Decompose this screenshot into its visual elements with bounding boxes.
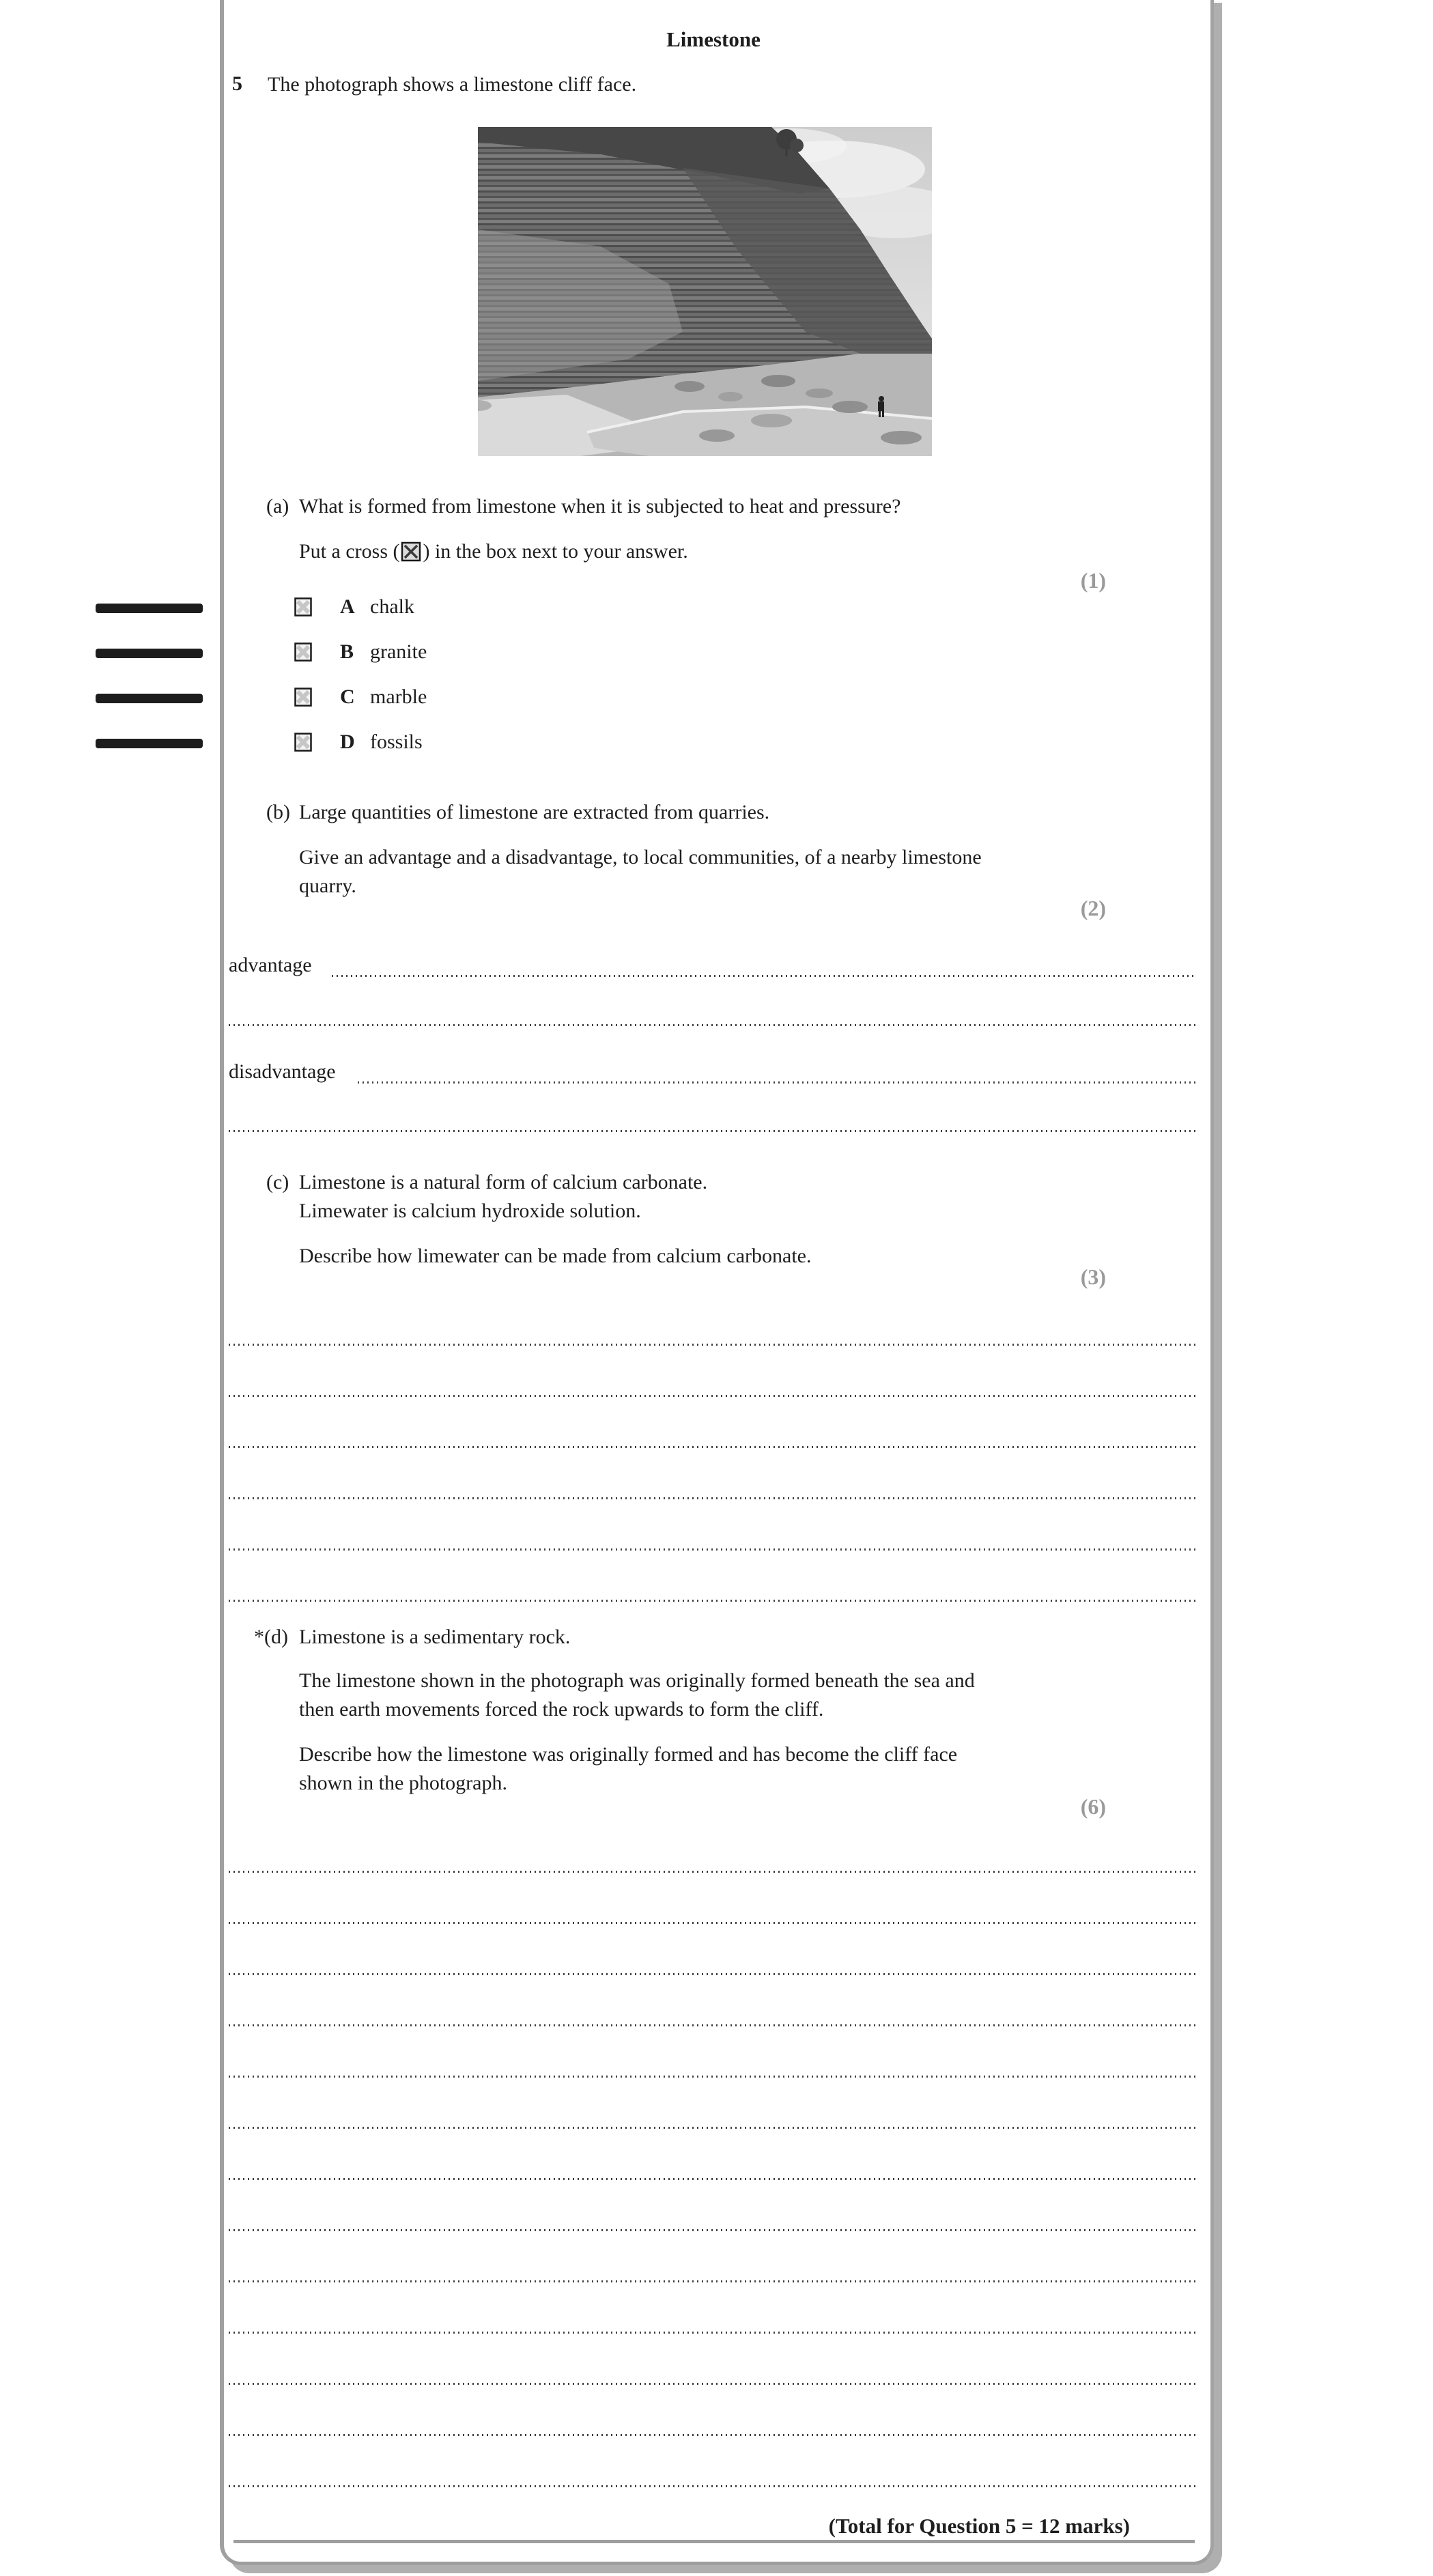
- part-a-question: What is formed from limestone when it is subjected to heat and pressure?: [299, 495, 901, 518]
- part-b-marks: (2): [1080, 896, 1106, 920]
- part-c-intro-line1: Limestone is a natural form of calcium carbonate.: [299, 1171, 708, 1193]
- part-d-label: *(d): [254, 1626, 288, 1648]
- answer-line[interactable]: [229, 1395, 1196, 1397]
- answer-checkbox-d[interactable]: [294, 733, 312, 752]
- answer-line[interactable]: [229, 2280, 1196, 2282]
- page-title: Limestone: [666, 27, 761, 51]
- answer-checkbox-b[interactable]: [294, 642, 312, 662]
- answer-line[interactable]: [229, 2024, 1196, 2026]
- disadvantage-answer-line[interactable]: [229, 1130, 1196, 1132]
- answer-line[interactable]: [229, 2178, 1196, 2180]
- advantage-answer-line[interactable]: [229, 1024, 1196, 1026]
- option-label-fossils: fossils: [370, 731, 423, 753]
- question-total: (Total for Question 5 = 12 marks): [828, 2514, 1130, 2538]
- margin-bar: [96, 649, 203, 658]
- part-a-instruction: [299, 539, 688, 564]
- part-c-answer-area[interactable]: [229, 1344, 1196, 1651]
- answer-line[interactable]: [229, 2076, 1196, 2078]
- answer-checkbox-a[interactable]: [294, 597, 312, 617]
- part-d-marks: (6): [1080, 1794, 1106, 1819]
- part-c-question: Describe how limewater can be made from calcium carbonate.: [299, 1245, 812, 1267]
- answer-line[interactable]: [229, 1600, 1196, 1602]
- part-a-label: (a): [266, 495, 289, 518]
- answer-line[interactable]: [229, 1871, 1196, 1873]
- answer-line[interactable]: [229, 2229, 1196, 2231]
- answer-line[interactable]: [229, 2127, 1196, 2129]
- part-d-question-line2: shown in the photograph.: [299, 1772, 507, 1794]
- answer-line[interactable]: [229, 2434, 1196, 2436]
- disadvantage-answer-line[interactable]: [358, 1081, 1196, 1084]
- option-letter-d: D: [340, 731, 355, 753]
- option-letter-a: A: [340, 595, 355, 618]
- advantage-answer-line[interactable]: [332, 975, 1196, 977]
- answer-line[interactable]: [229, 1922, 1196, 1924]
- margin-bar: [96, 604, 203, 613]
- part-c-marks: (3): [1080, 1264, 1106, 1289]
- instruction-suffix: ) in the box next to your answer.: [423, 540, 688, 563]
- part-d-intro: Limestone is a sedimentary rock.: [299, 1626, 571, 1648]
- option-letter-c: C: [340, 685, 355, 708]
- part-d-answer-area[interactable]: [229, 1871, 1196, 2536]
- part-d-question-line1: Describe how the limestone was originally formed and has become the cliff face: [299, 1743, 958, 1766]
- answer-line[interactable]: [229, 1973, 1196, 1975]
- option-label-marble: marble: [370, 685, 427, 708]
- advantage-label: advantage: [229, 954, 312, 976]
- answer-line[interactable]: [229, 2332, 1196, 2334]
- option-label-granite: granite: [370, 640, 427, 663]
- part-c-intro-line2: Limewater is calcium hydroxide solution.: [299, 1200, 641, 1222]
- answer-line[interactable]: [229, 2485, 1196, 2487]
- answer-checkbox-c[interactable]: [294, 688, 312, 707]
- margin-bar: [96, 694, 203, 703]
- part-d-body-line2: then earth movements forced the rock upwards to form the cliff.: [299, 1698, 824, 1721]
- option-letter-b: B: [340, 640, 354, 663]
- option-label-chalk: chalk: [370, 595, 414, 618]
- answer-line[interactable]: [229, 1548, 1196, 1551]
- question-number: 5: [232, 72, 242, 95]
- part-b-question-line1: Give an advantage and a disadvantage, to local communities, of a nearby limestone: [299, 846, 982, 868]
- footer-rule: [233, 2540, 1195, 2543]
- answer-line[interactable]: [229, 1497, 1196, 1499]
- question-intro: The photograph shows a limestone cliff face.: [268, 73, 637, 96]
- part-c-label: (c): [266, 1171, 289, 1193]
- limestone-cliff-photograph: [478, 127, 932, 456]
- crossed-box-icon: [401, 541, 421, 562]
- answer-line[interactable]: [229, 1446, 1196, 1448]
- margin-bar: [96, 739, 203, 748]
- part-b-intro: Large quantities of limestone are extracted from quarries.: [299, 801, 770, 823]
- disadvantage-label: disadvantage: [229, 1060, 336, 1083]
- part-d-body-line1: The limestone shown in the photograph was originally formed beneath the sea and: [299, 1669, 975, 1692]
- instruction-prefix: Put a cross (: [299, 540, 400, 563]
- answer-line[interactable]: [229, 2383, 1196, 2385]
- part-a-marks: (1): [1080, 568, 1106, 593]
- answer-line[interactable]: [229, 1344, 1196, 1346]
- part-b-question-line2: quarry.: [299, 875, 356, 897]
- part-b-label: (b): [266, 801, 290, 823]
